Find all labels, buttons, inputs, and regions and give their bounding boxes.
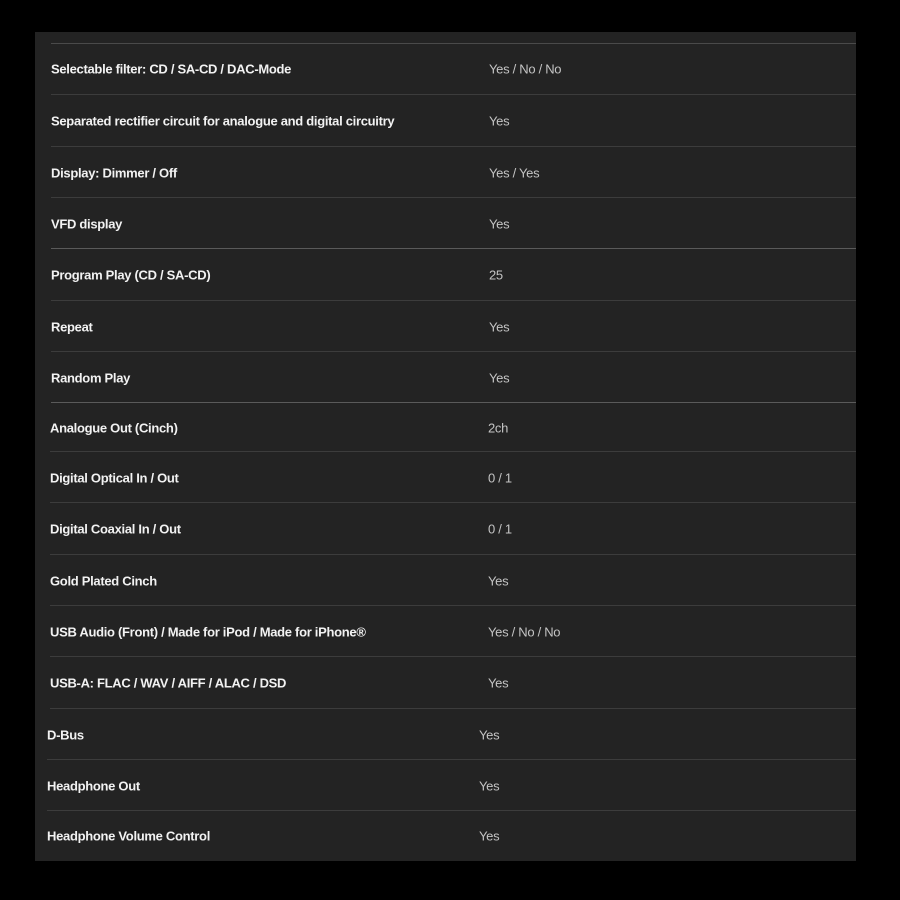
- spec-row: [35, 352, 856, 403]
- spec-row: [35, 198, 856, 249]
- spec-row: [35, 403, 856, 452]
- spec-label: Program Play (CD / SA-CD): [51, 267, 211, 283]
- spec-value: 2ch: [488, 420, 509, 435]
- spec-label: VFD display: [51, 216, 123, 231]
- spec-row: [35, 249, 856, 301]
- spec-value: 25: [489, 267, 503, 283]
- spec-table: [35, 32, 856, 861]
- spec-row: [35, 452, 856, 503]
- spec-label: USB Audio (Front) / Made for iPod / Made for iPhone®: [50, 624, 366, 639]
- spec-row: [35, 657, 856, 709]
- spec-label: Headphone Out: [47, 778, 140, 793]
- spec-row: [35, 301, 856, 352]
- spec-value: Yes: [479, 727, 500, 742]
- spec-label: Digital Optical In / Out: [50, 470, 179, 485]
- spec-label: Digital Coaxial In / Out: [50, 521, 181, 537]
- spec-label: Separated rectifier circuit for analogue and digital circuitry: [51, 113, 395, 129]
- spec-value: Yes / No / No: [488, 624, 561, 639]
- spec-value: Yes / No / No: [489, 61, 562, 77]
- spec-row: [35, 760, 856, 811]
- spec-label: USB-A: FLAC / WAV / AIFF / ALAC / DSD: [50, 675, 287, 691]
- spec-label: D-Bus: [47, 727, 84, 742]
- spec-label: Headphone Volume Control: [47, 828, 211, 844]
- spec-value: Yes: [489, 216, 510, 231]
- spec-row: [35, 709, 856, 760]
- spec-value: Yes: [489, 370, 510, 385]
- spec-row: [35, 503, 856, 555]
- spec-value: 0 / 1: [488, 470, 512, 485]
- spec-label: Repeat: [51, 319, 93, 334]
- spec-value: Yes / Yes: [489, 165, 540, 180]
- spec-row: [35, 43, 856, 95]
- spec-label: Analogue Out (Cinch): [50, 420, 178, 435]
- spec-value: Yes: [479, 828, 500, 844]
- spec-value: Yes: [489, 319, 510, 334]
- spec-label: Selectable filter: CD / SA-CD / DAC-Mode: [51, 61, 292, 77]
- spec-value: 0 / 1: [488, 521, 512, 537]
- spec-row: [35, 555, 856, 606]
- spec-label: Display: Dimmer / Off: [51, 165, 177, 180]
- spec-row: [35, 606, 856, 657]
- spec-row: [35, 95, 856, 147]
- spec-row: [35, 811, 856, 861]
- spec-label: Random Play: [51, 370, 131, 385]
- spec-value: Yes: [488, 675, 509, 691]
- spec-label: Gold Plated Cinch: [50, 573, 157, 588]
- spec-value: Yes: [488, 573, 509, 588]
- spec-value: Yes: [479, 778, 500, 793]
- spec-value: Yes: [489, 113, 510, 129]
- spec-row: [35, 147, 856, 198]
